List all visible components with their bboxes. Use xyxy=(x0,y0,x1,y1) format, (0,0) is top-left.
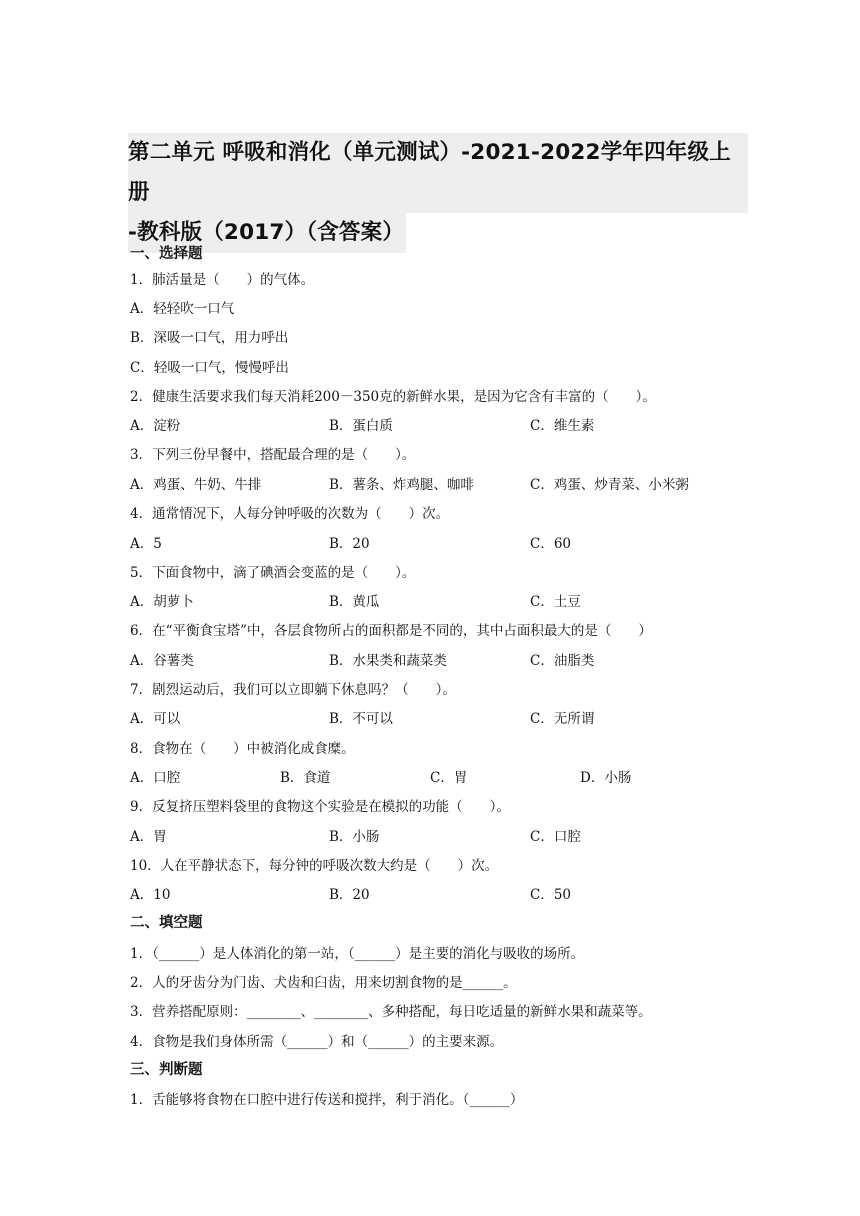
option-6c: C．油脂类 xyxy=(530,653,595,669)
fill-item-4: 4．食物是我们身体所需（______）和（______）的主要来源。 xyxy=(130,1034,504,1050)
question-3: 3．下列三份早餐中，搭配最合理的是（ ）。 xyxy=(130,447,416,463)
option-3c: C．鸡蛋、炒青菜、小米粥 xyxy=(530,477,689,493)
option-10a: A．10 xyxy=(130,887,171,903)
option-5c: C．土豆 xyxy=(530,594,581,610)
option-4b: B．20 xyxy=(329,536,370,552)
option-1c: C．轻吸一口气，慢慢呼出 xyxy=(130,360,289,376)
option-8d: D．小肠 xyxy=(580,770,632,786)
option-3b: B．薯条、炸鸡腿、咖啡 xyxy=(329,477,474,493)
option-2a: A．淀粉 xyxy=(130,418,181,434)
title-line-2: -教科版（2017）（含答案） xyxy=(128,213,406,253)
option-6a: A．谷薯类 xyxy=(130,653,194,669)
option-7c: C．无所谓 xyxy=(530,711,595,727)
option-6b: B．水果类和蔬菜类 xyxy=(329,653,447,669)
section-heading-fill: 二、填空题 xyxy=(130,915,203,931)
options-row-8 xyxy=(130,766,750,786)
question-9: 9．反复挤压塑料袋里的食物这个实验是在模拟的功能（ ）。 xyxy=(130,799,510,815)
question-1: 1．肺活量是（ ）的气体。 xyxy=(130,272,315,288)
fill-item-3: 3．营养搭配原则：________、________、多种搭配，每日吃适量的新鲜水果和蔬菜等。 xyxy=(130,1004,652,1020)
option-3a: A．鸡蛋、牛奶、牛排 xyxy=(130,477,262,493)
section-heading-choice: 一、选择题 xyxy=(130,246,203,262)
option-9c: C．口腔 xyxy=(530,829,581,845)
option-10b: B．20 xyxy=(329,887,370,903)
options-row-4 xyxy=(130,532,750,552)
option-1a: A．轻轻吹一口气 xyxy=(130,301,235,317)
options-row-2 xyxy=(130,414,750,434)
option-1b: B．深吸一口气，用力呼出 xyxy=(130,330,289,346)
question-6: 6．在“平衡食宝塔”中，各层食物所占的面积都是不同的，其中占面积最大的是（ ） xyxy=(130,623,652,639)
options-row-9 xyxy=(130,825,750,845)
option-2b: B．蛋白质 xyxy=(329,418,393,434)
option-10c: C．50 xyxy=(530,887,572,903)
fill-item-1: 1．（______）是人体消化的第一站，（______）是主要的消化与吸收的场所。 xyxy=(130,946,585,962)
question-10: 10．人在平静状态下，每分钟的呼吸次数大约是（ ）次。 xyxy=(130,858,499,874)
option-5b: B．黄瓜 xyxy=(329,594,380,610)
options-row-7 xyxy=(130,707,750,727)
options-row-3 xyxy=(130,473,750,493)
option-8b: B．食道 xyxy=(280,770,331,786)
question-4: 4．通常情况下，人每分钟呼吸的次数为（ ）次。 xyxy=(130,506,450,522)
options-row-5 xyxy=(130,590,750,610)
option-4a: A．5 xyxy=(130,536,162,552)
option-4c: C．60 xyxy=(530,536,572,552)
question-5: 5．下面食物中，滴了碘酒会变蓝的是（ ）。 xyxy=(130,565,416,581)
question-8: 8．食物在（ ）中被消化成食糜。 xyxy=(130,741,355,757)
option-7a: A．可以 xyxy=(130,711,181,727)
option-8a: A．口腔 xyxy=(130,770,181,786)
option-9a: A．胃 xyxy=(130,829,167,845)
option-7b: B．不可以 xyxy=(329,711,393,727)
title-line-1: 第二单元 呼吸和消化（单元测试）-2021-2022学年四年级上册 xyxy=(128,133,748,213)
question-2: 2．健康生活要求我们每天消耗200－350克的新鲜水果，是因为它含有丰富的（ ）。 xyxy=(130,389,656,405)
option-8c: C．胃 xyxy=(430,770,468,786)
question-7: 7．剧烈运动后，我们可以立即躺下休息吗？（ ）。 xyxy=(130,682,456,698)
options-row-10 xyxy=(130,883,750,903)
option-9b: B．小肠 xyxy=(329,829,380,845)
fill-item-2: 2．人的牙齿分为门齿、犬齿和臼齿，用来切割食物的是______。 xyxy=(130,975,517,991)
option-2c: C．维生素 xyxy=(530,418,595,434)
options-row-6 xyxy=(130,649,750,669)
section-heading-judge: 三、判断题 xyxy=(130,1062,203,1078)
option-5a: A．胡萝卜 xyxy=(130,594,194,610)
judge-item-1: 1．舌能够将食物在口腔中进行传送和搅拌，利于消化。（______） xyxy=(130,1092,524,1108)
document-title xyxy=(128,133,748,253)
